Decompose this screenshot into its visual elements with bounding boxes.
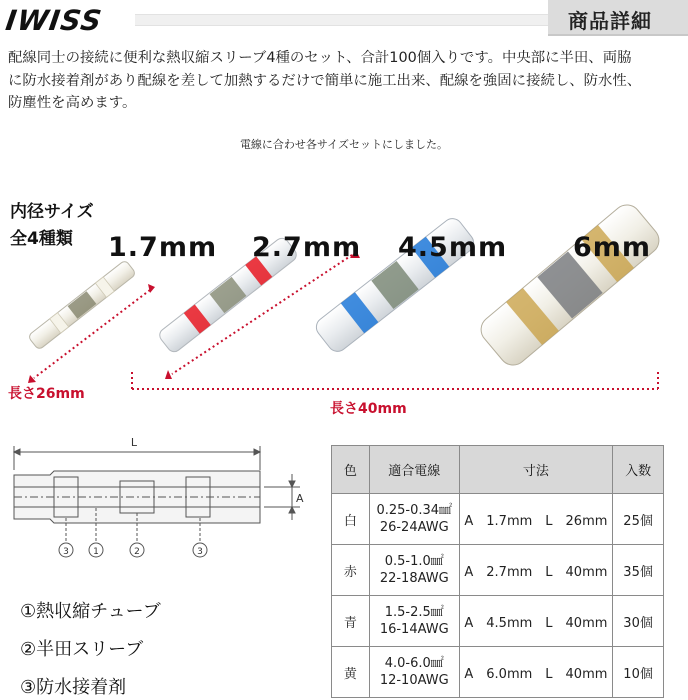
size-count-label: 全4種類	[10, 229, 73, 249]
wire-awg: 22-18AWG	[379, 571, 449, 586]
header-divider	[135, 14, 555, 26]
size-label-4-5mm: 4.5mm	[398, 232, 508, 263]
size-label-6mm: 6mm	[573, 232, 652, 263]
description-line: 防塵性を高めます。	[8, 95, 137, 111]
legend-waterproof-adhesive: ③防水接着剤	[20, 677, 127, 698]
cell-quantity: 25個	[613, 494, 664, 545]
legend-solder-sleeve: ②半田スリーブ	[20, 639, 144, 660]
callout-tube: 1	[93, 547, 99, 557]
col-header-quantity: 入数	[613, 446, 664, 494]
table-row	[332, 647, 664, 698]
legend-heat-shrink-tube: ①熱収縮チューブ	[20, 601, 161, 622]
section-title: 商品詳細	[568, 9, 652, 33]
sleeve-cross-section-diagram	[0, 430, 320, 610]
cell-dimension: A 1.7mm L 26mm	[459, 494, 613, 545]
callout-adhesive-right: 3	[197, 547, 203, 557]
dim-inner-label: A	[296, 492, 304, 505]
callout-solder: 2	[134, 547, 140, 557]
table-row	[332, 596, 664, 647]
wire-mm2: 0.25-0.34㎟	[376, 503, 453, 518]
wire-awg: 16-14AWG	[379, 622, 449, 637]
cell-dimension: A 2.7mm L 40mm	[459, 545, 613, 596]
length-baseline	[132, 372, 658, 389]
cell-dimension: A 4.5mm L 40mm	[459, 596, 613, 647]
description-line: に防水接着剤があり配線を差して加熱するだけで簡単に施工出来、配線を強固に接続し、防水性、	[8, 72, 642, 89]
page-header	[0, 0, 688, 40]
wire-mm2: 1.5-2.5㎟	[384, 605, 444, 620]
inner-size-title: 内径サイズ	[10, 202, 94, 222]
col-header-dimension: 寸法	[459, 446, 613, 494]
section-title-tab	[548, 0, 688, 36]
size-set-note: 電線に合わせ各サイズセットにしました。	[239, 138, 449, 151]
size-label-1-7mm: 1.7mm	[108, 232, 218, 263]
table-header-row	[332, 446, 664, 494]
cell-quantity: 35個	[613, 545, 664, 596]
sleeve-1-7mm	[28, 260, 137, 351]
cell-color: 白	[332, 494, 370, 545]
cell-wire	[369, 647, 459, 698]
dim-length-label: L	[130, 436, 138, 449]
cell-wire	[369, 494, 459, 545]
col-header-color: 色	[332, 446, 370, 494]
cell-color: 青	[332, 596, 370, 647]
cell-color: 赤	[332, 545, 370, 596]
product-description	[8, 47, 684, 115]
cell-color: 黄	[332, 647, 370, 698]
cell-quantity: 30個	[613, 596, 664, 647]
col-header-wire: 適合電線	[369, 446, 459, 494]
description-line: 配線同士の接続に便利な熱収縮スリーブ4種のセット、合計100個入りです。中央部に半田、両脇	[8, 50, 632, 66]
sleeve-6mm	[475, 199, 664, 370]
table-row	[332, 494, 664, 545]
table-row	[332, 545, 664, 596]
brand-logo: IWISS	[3, 4, 105, 37]
wire-awg: 12-10AWG	[379, 673, 449, 688]
length-long-label: 長さ40mm	[330, 401, 407, 417]
length-short-label: 長さ26mm	[8, 386, 85, 402]
cell-wire	[369, 545, 459, 596]
callout-adhesive-left: 3	[63, 547, 69, 557]
spec-table	[331, 445, 664, 698]
wire-mm2: 4.0-6.0㎟	[384, 656, 444, 671]
cell-wire	[369, 596, 459, 647]
wire-mm2: 0.5-1.0㎟	[384, 554, 444, 569]
size-label-2-7mm: 2.7mm	[252, 232, 362, 263]
wire-awg: 26-24AWG	[379, 520, 449, 535]
sleeve-product-illustration	[0, 180, 688, 430]
cell-quantity: 10個	[613, 647, 664, 698]
cell-dimension: A 6.0mm L 40mm	[459, 647, 613, 698]
